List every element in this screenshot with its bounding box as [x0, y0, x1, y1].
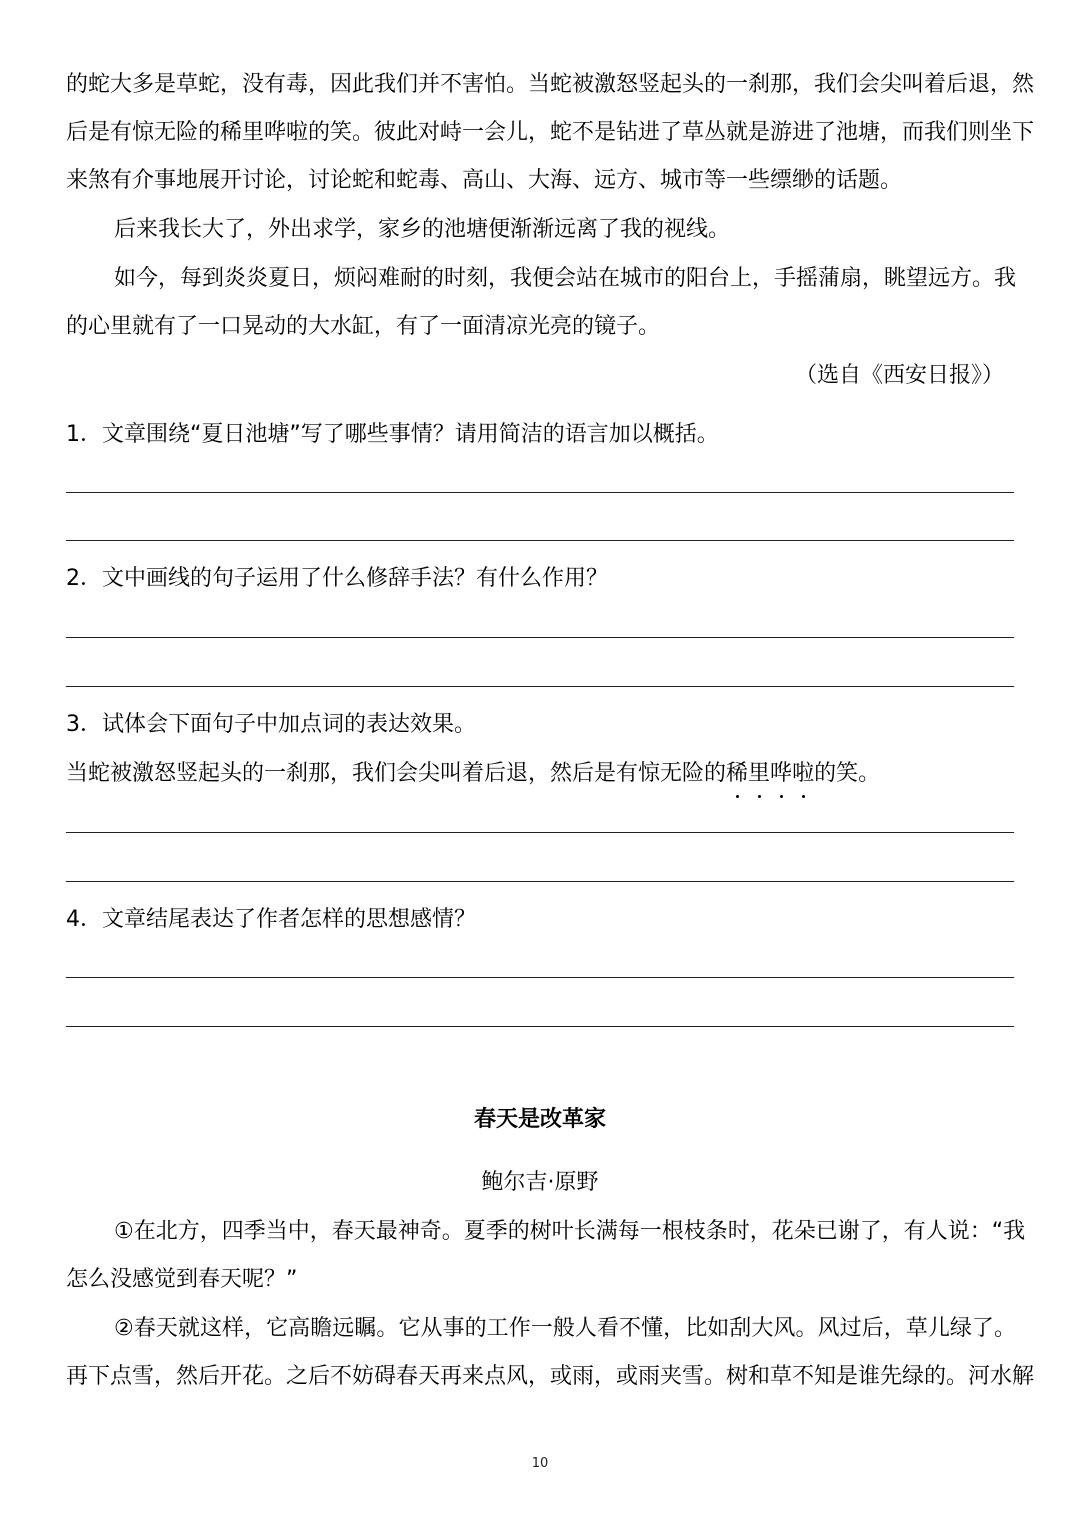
question-3: 3．试体会下面句子中加点词的表达效果。 — [66, 712, 476, 737]
quote-text: 当蛇被激怒竖起头的一刹那，我们会尖叫着后退，然后是有惊无险的 — [66, 761, 727, 786]
answer-line[interactable] — [66, 686, 1014, 687]
quote-text: 的笑。 — [814, 761, 881, 786]
passage-line: ①在北方，四季当中，春天最神奇。夏季的树叶长满每一根枝条时，花朵已谢了，有人说：“我 — [114, 1219, 1026, 1244]
source-citation: （选自《西安日报》） — [794, 363, 1004, 388]
passage-line: 后来我长大了，外出求学，家乡的池塘便渐渐远离了我的视线。 — [114, 217, 731, 242]
dotted-char: 里 — [748, 759, 770, 789]
dotted-char: 哗 — [770, 759, 792, 789]
question-1: 1．文章围绕“夏日池塘”写了哪些事情？请用简洁的语言加以概括。 — [66, 422, 719, 447]
answer-line[interactable] — [66, 492, 1014, 493]
passage-line: 再下点雪，然后开花。之后不妨碍春天再来点风，或雨，或雨夹雪。树和草不知是谁先绿的。河水解 — [66, 1364, 1035, 1389]
question-3-quote — [66, 759, 1016, 789]
page-number: 10 — [531, 1456, 549, 1471]
passage-line: ②春天就这样，它高瞻远瞩。它从事的工作一般人看不懂，比如刮大风。风过后，草儿绿了。 — [114, 1316, 1016, 1341]
answer-line[interactable] — [66, 540, 1014, 541]
passage-line: 来煞有介事地展开讨论，讨论蛇和蛇毒、高山、大海、远方、城市等一些缥缈的话题。 — [66, 168, 903, 193]
passage-line: 如今，每到炎炎夏日，烦闷难耐的时刻，我便会站在城市的阳台上，手摇蒲扇，眺望远方。我 — [114, 266, 1017, 291]
passage-line: 的心里就有了一口晃动的大水缸，有了一面清凉光亮的镜子。 — [66, 314, 661, 339]
answer-line[interactable] — [66, 881, 1014, 882]
dotted-char: 啦 — [792, 759, 814, 789]
passage-title: 春天是改革家 — [473, 1107, 606, 1132]
question-2: 2．文中画线的句子运用了什么修辞手法？有什么作用？ — [66, 566, 608, 591]
dotted-char: 稀 — [726, 759, 748, 789]
passage-line: 怎么没感觉到春天呢？” — [66, 1267, 298, 1292]
answer-line[interactable] — [66, 637, 1014, 638]
passage-line: 后是有惊无险的稀里哗啦的笑。彼此对峙一会儿，蛇不是钻进了草丛就是游进了池塘，而我们则坐下 — [66, 120, 1035, 145]
passage-author: 鲍尔吉·原野 — [481, 1170, 599, 1195]
answer-line[interactable] — [66, 832, 1014, 833]
question-4: 4．文章结尾表达了作者怎样的思想感情？ — [66, 907, 476, 932]
answer-line[interactable] — [66, 1026, 1014, 1027]
passage-line: 的蛇大多是草蛇，没有毒，因此我们并不害怕。当蛇被激怒竖起头的一刹那，我们会尖叫着后退，然 — [66, 72, 1035, 97]
answer-line[interactable] — [66, 977, 1014, 978]
